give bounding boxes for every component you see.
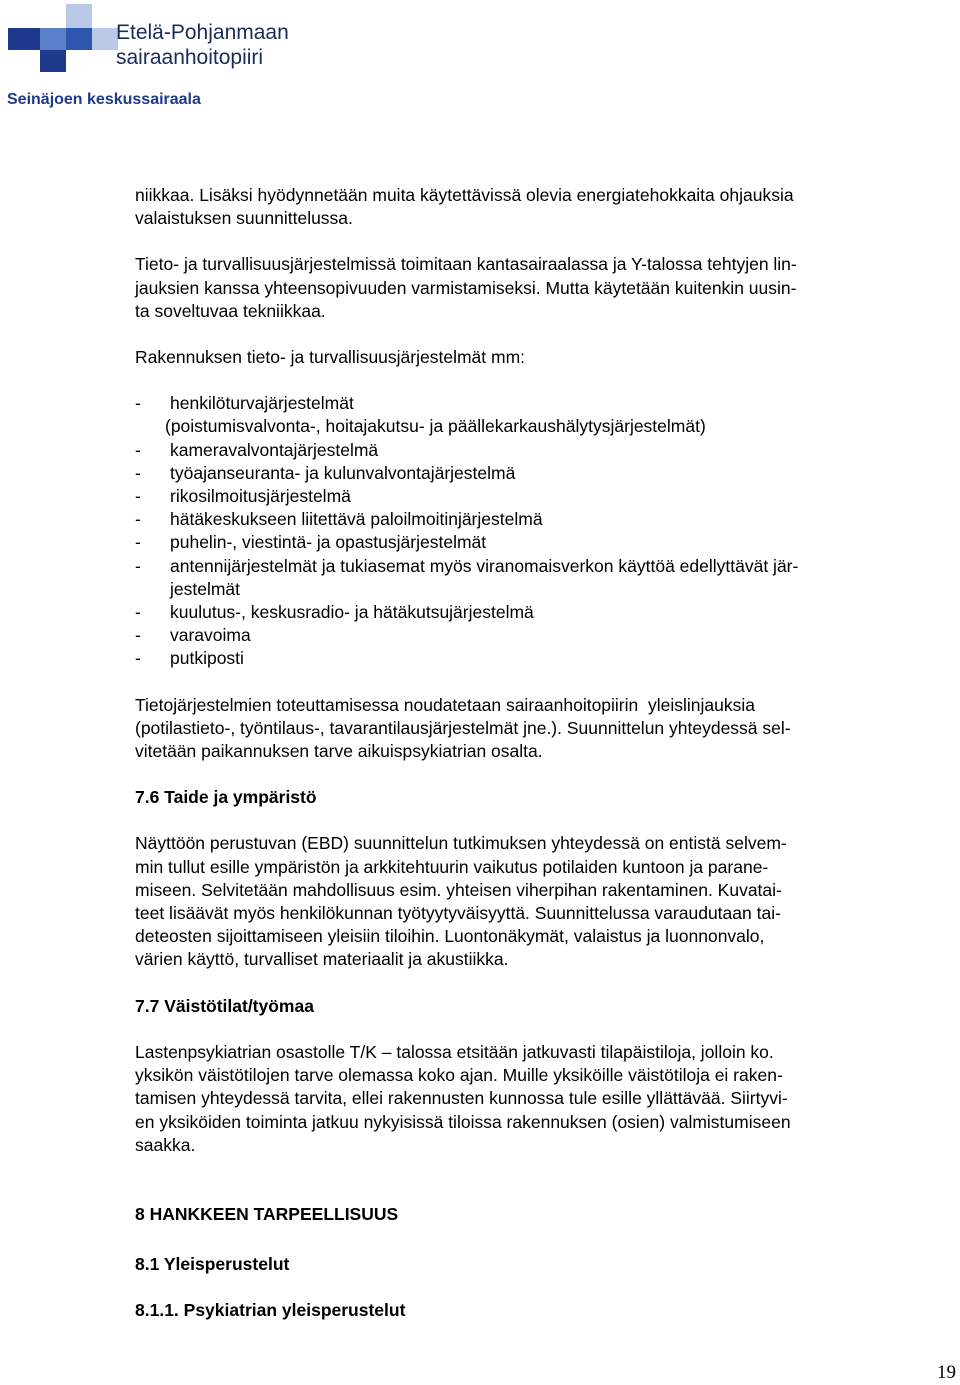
paragraph-line: Tietojärjestelmien toteuttamisessa noudatetaan sairaanhoitopiirin yleislinjauksia — [135, 694, 755, 715]
list-item: - kameravalvontajärjestelmä — [135, 439, 379, 460]
list-item-continuation: jestelmät — [170, 578, 241, 599]
paragraph-line: yksikön väistötilojen tarve olemassa koko ajan. Muille yksiköille väistötiloja ei raken- — [135, 1065, 783, 1086]
list-intro: Rakennuksen tieto- ja turvallisuusjärjestelmät mm: — [135, 347, 526, 368]
chapter-heading: 8 HANKKEEN TARPEELLISUUS — [135, 1203, 399, 1224]
list-item: - rikosilmoitusjärjestelmä — [135, 486, 351, 507]
paragraph-line: min tullut esille ympäristön ja arkkitehtuurin vaikutus potilaiden kuntoon ja parane- — [135, 856, 769, 877]
logo-line-2: sairaanhoitopiiri — [116, 46, 264, 69]
paragraph-line: valaistuksen suunnittelussa. — [135, 208, 353, 229]
paragraph-line: ta soveltuvaa tekniikkaa. — [135, 300, 326, 321]
paragraph-line: Näyttöön perustuvan (EBD) suunnittelun tutkimuksen yhteydessä on entistä selvem- — [135, 833, 787, 854]
list-item: - kuulutus-, keskusradio- ja hätäkutsujärjestelmä — [135, 602, 534, 623]
list-item: - työajanseuranta- ja kulunvalvontajärjestelmä — [135, 462, 516, 483]
paragraph-line: teet lisäävät myös henkilökunnan työtyytyväisyyttä. Suunnittelussa varaudutaan tai- — [135, 903, 781, 924]
paragraph-line: en yksiköiden toiminta jatkuu nykyisissä tiloissa rakennuksen (osien) valmistumiseen — [135, 1111, 791, 1132]
list-item: - henkilöturvajärjestelmät — [135, 393, 354, 414]
paragraph-line: vitetään paikannuksen tarve aikuispsykiatrian osalta. — [135, 741, 543, 762]
systems-list — [135, 392, 955, 670]
hospital-logo — [4, 2, 324, 82]
logo-text — [116, 20, 289, 70]
cross-logo-icon — [4, 2, 124, 74]
paragraph-line: saakka. — [135, 1134, 196, 1155]
list-item: - putkiposti — [135, 648, 244, 669]
paragraph-line: tamisen yhteydessä tarvita, ellei rakennusten kunnossa tule esille yllättävää. Siirtyvi- — [135, 1088, 788, 1109]
paragraph-line: värien käyttö, turvalliset materiaalit ja akustiikka. — [135, 949, 509, 970]
paragraph-line: Lastenpsykiatrian osastolle T/K – talossa etsitään jatkuvasti tilapäistiloja, jolloin ko. — [135, 1041, 774, 1062]
list-item: - puhelin-, viestintä- ja opastusjärjestelmät — [135, 532, 487, 553]
paragraph-line: (potilastieto-, työntilaus-, tavarantilausjärjestelmät jne.). Suunnittelun yhteydessä sel- — [135, 717, 791, 738]
list-item: - hätäkeskukseen liitettävä paloilmoitinjärjestelmä — [135, 509, 543, 530]
section-heading: 8.1 Yleisperustelut — [135, 1254, 290, 1275]
document-body — [135, 184, 955, 1323]
page-number: 19 — [937, 1362, 956, 1383]
section-heading: 7.7 Väistötilat/työmaa — [135, 995, 314, 1016]
list-item: - varavoima — [135, 625, 251, 646]
section-heading: 7.6 Taide ja ympäristö — [135, 787, 317, 808]
subsection-heading: 8.1.1. Psykiatrian yleisperustelut — [135, 1300, 406, 1321]
paragraph-line: deteosten sijoittamiseen yleisiin tiloihin. Luontonäkymät, valaistus ja luonnonvalo, — [135, 926, 765, 947]
paragraph-line: miseen. Selvitetään mahdollisuus esim. yhteisen viherpihan rakentaminen. Kuvatai- — [135, 879, 782, 900]
list-item: - antennijärjestelmät ja tukiasemat myös viranomaisverkon käyttöä edellyttävät jär- — [135, 555, 799, 576]
paragraph-line: Tieto- ja turvallisuusjärjestelmissä toimitaan kantasairaalassa ja Y-talossa tehtyjen lin- — [135, 254, 797, 275]
org-name: Seinäjoen keskussairaala — [7, 91, 201, 108]
paragraph-line: jauksien kanssa yhteensopivuuden varmistamiseksi. Mutta käytetään kuitenkin uusin- — [135, 277, 797, 298]
logo-line-1: Etelä-Pohjanmaan — [116, 21, 289, 44]
paragraph-line: niikkaa. Lisäksi hyödynnetään muita käytettävissä olevia energiatehokkaita ohjauksia — [135, 185, 794, 205]
list-item-continuation: (poistumisvalvonta-, hoitajakutsu- ja päällekarkaushälytysjärjestelmät) — [165, 416, 706, 437]
